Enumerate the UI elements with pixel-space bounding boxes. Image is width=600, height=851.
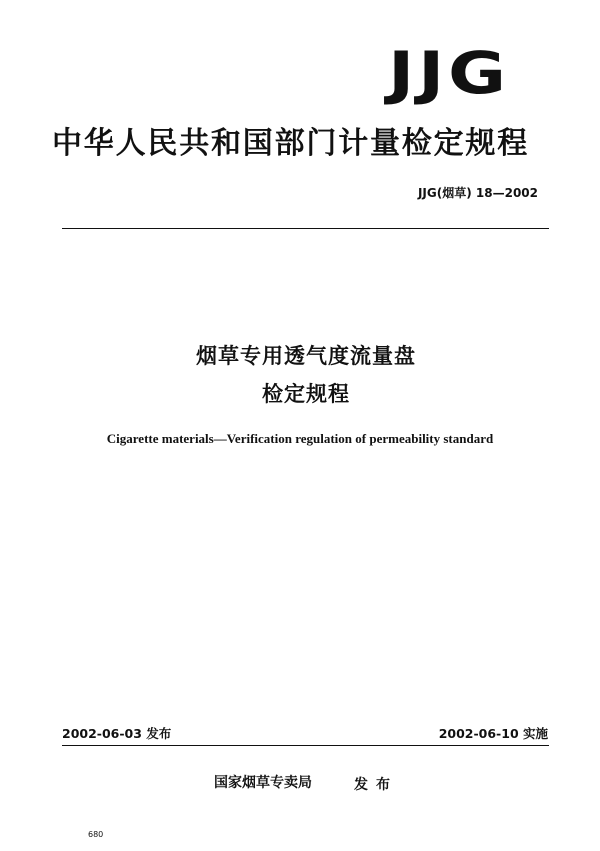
header-divider	[62, 228, 549, 229]
issue-date: 2002-06-03 发布	[62, 726, 172, 741]
footer-divider	[62, 745, 549, 746]
document-title-line1: 烟草专用透气度流量盘	[196, 344, 416, 368]
implementation-date: 2002-06-10 实施	[438, 726, 548, 741]
publish-label: 发布	[354, 777, 398, 793]
publisher-name: 国家烟草专卖局	[214, 775, 312, 791]
english-title: Cigarette materials—Verification regulation of permeability standard	[106, 431, 494, 446]
page-number: 680	[88, 830, 104, 839]
jjg-logo: JJG	[388, 39, 510, 107]
document-title-line2: 检定规程	[262, 382, 350, 406]
standard-number: JJG(烟草) 18—2002	[417, 186, 538, 200]
series-title: 中华人民共和国部门计量检定规程	[52, 126, 529, 161]
